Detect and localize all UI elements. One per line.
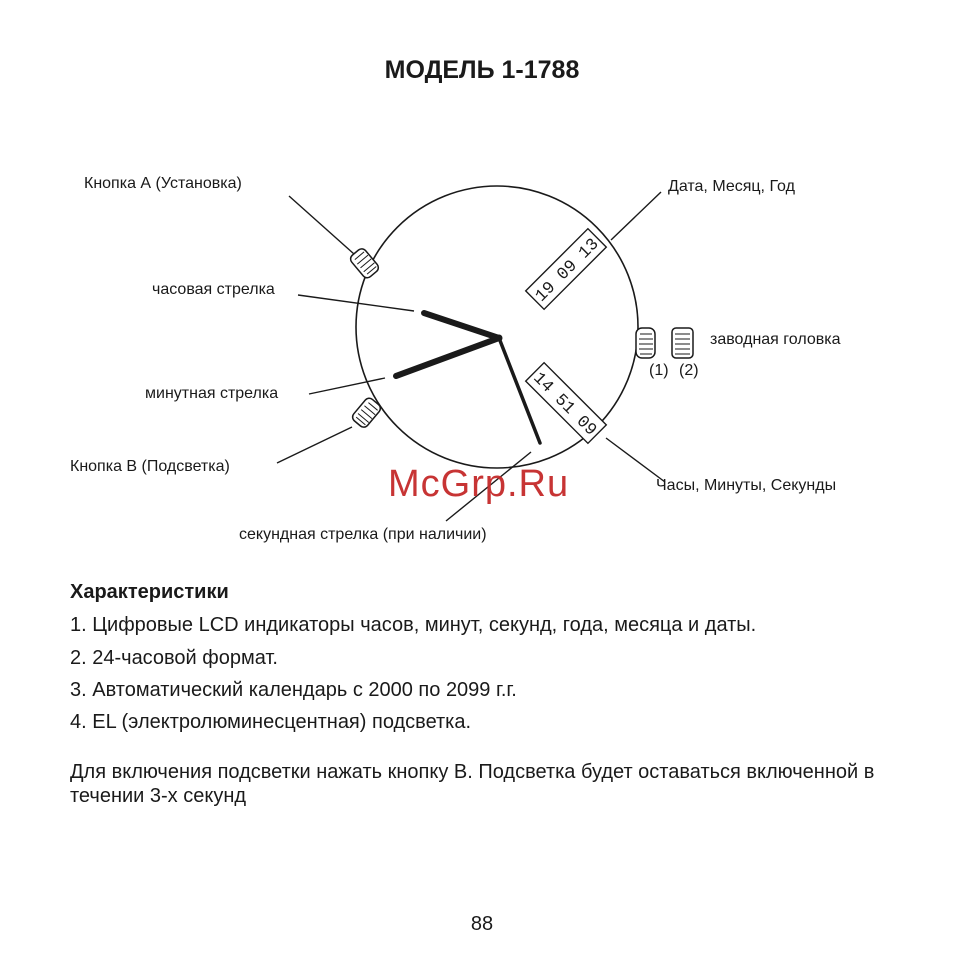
backlight-note: Для включения подсветки нажать кнопку В. Подсветка будет оставаться включенной в течении 3-х секунд	[70, 761, 875, 807]
spec-item: 2. 24-часовой формат.	[70, 647, 278, 669]
lcd-time-text: 14 51 09	[528, 369, 600, 441]
label-crown-pos-1: (1)	[649, 362, 669, 379]
leader-minute-hand	[309, 378, 385, 394]
minute-hand	[396, 338, 499, 376]
hour-hand	[424, 313, 499, 338]
label-date-display: Дата, Месяц, Год	[668, 178, 795, 195]
spec-item: 4. EL (электролюминесцентная) подсветка.	[70, 711, 472, 733]
leader-hour-hand	[298, 295, 414, 311]
label-minute-hand: минутная стрелка	[145, 385, 279, 402]
leader-time-display	[606, 438, 665, 482]
label-button-b: Кнопка В (Подсветка)	[70, 458, 230, 475]
specs-heading: Характеристики	[70, 581, 229, 603]
label-button-a: Кнопка А (Установка)	[84, 175, 242, 192]
leader-button-a	[289, 196, 354, 254]
page-title: МОДЕЛЬ 1-1788	[384, 56, 580, 84]
spec-item: 1. Цифровые LCD индикаторы часов, минут, секунд, года, месяца и даты.	[70, 614, 757, 636]
label-crown: заводная головка	[710, 331, 841, 348]
label-second-hand: секундная стрелка (при наличии)	[239, 526, 487, 543]
label-time-display: Часы, Минуты, Секунды	[656, 477, 837, 494]
second-hand	[499, 338, 540, 443]
watermark: McGrp.Ru	[388, 463, 570, 505]
crown-position-2-icon	[672, 328, 693, 358]
hands-pivot	[496, 335, 503, 342]
leader-button-b	[277, 427, 352, 463]
leader-date-display	[611, 192, 661, 240]
lcd-date-text: 19 09 13	[532, 235, 604, 307]
lcd-date-display	[526, 229, 607, 310]
lcd-time-display	[526, 363, 607, 444]
crown-position-1-icon	[636, 328, 655, 358]
label-hour-hand: часовая стрелка	[152, 281, 275, 298]
label-crown-pos-2: (2)	[679, 362, 699, 379]
page-number: 88	[470, 913, 494, 935]
button-a-icon	[349, 247, 381, 280]
spec-item: 3. Автоматический календарь с 2000 по 2099 г.г.	[70, 679, 517, 701]
